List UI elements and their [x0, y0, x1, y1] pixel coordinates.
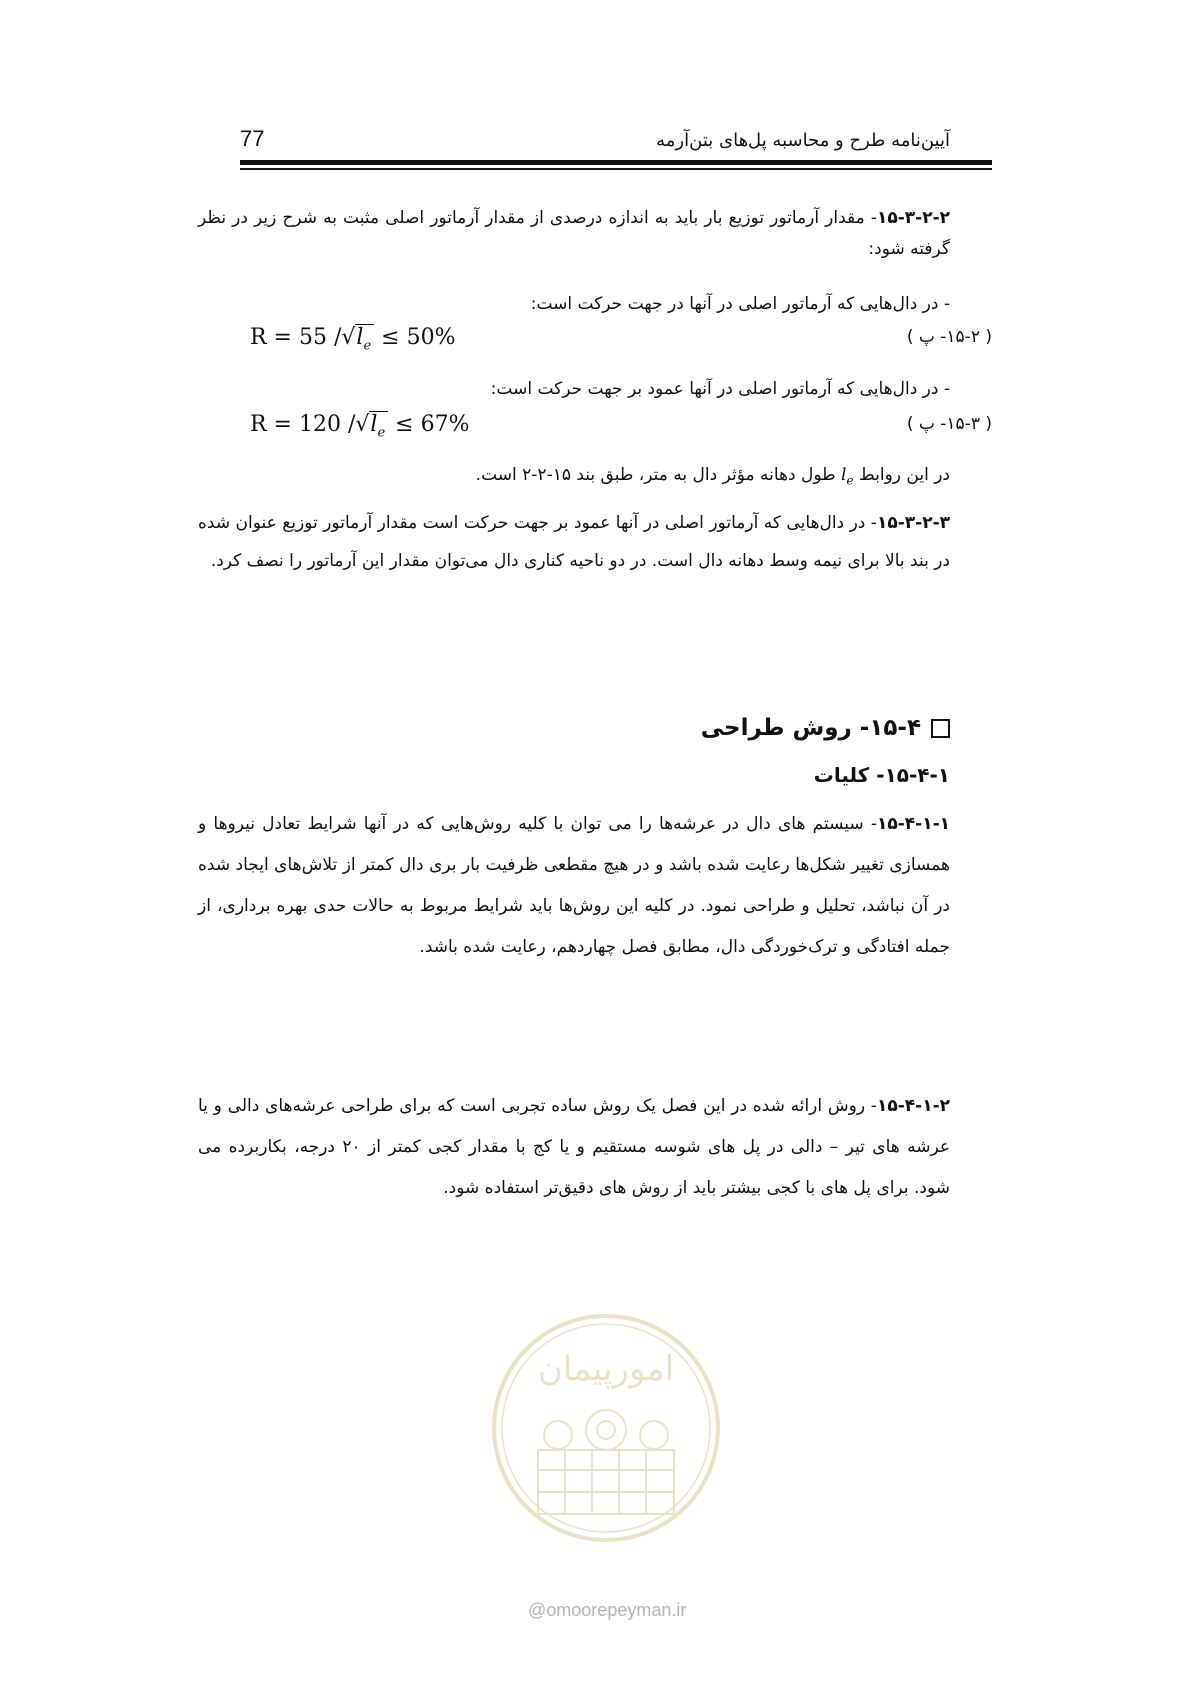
formula-2: [250, 412, 470, 440]
formula-1: [250, 325, 456, 353]
running-title: آیین‌نامه طرح و محاسبه پل‌های بتن‌آرمه: [656, 130, 950, 151]
paragraph-text: - روش ارائه شده در این فصل یک روش ساده تجربی است که برای طراحی عرشه‌های دالی و یا عرشه های تیر – دالی در پل های شوسه مستقیم و یا کج با مقدار کجی کمتر از ۲۰ درجه، بکاربرده می شود. برای پل های با کجی بیشتر باید از روش های دقیق‌تر استفاده شود.: [198, 1096, 950, 1198]
watermark-stamp: [488, 1310, 724, 1546]
relation-symbol: [841, 465, 854, 488]
stamp-text: امورپیمان: [537, 1349, 675, 1389]
formula-2-lhs: R = 120 /: [250, 412, 356, 437]
paragraph-number: ۱۵-۴-۱-۱: [876, 814, 950, 834]
paragraph-15-3-2-2: [198, 203, 950, 265]
case-2-label: - در دال‌هایی که آرماتور اصلی در آنها عمود بر جهت حرکت است:: [490, 379, 950, 399]
page-number: 77: [240, 126, 265, 151]
watermark-url: [528, 1600, 686, 1621]
formula-2-rhs: ≤ 67%: [395, 412, 470, 437]
paragraph-number: ۱۵-۴-۱-۲: [876, 1096, 950, 1116]
radicand-subscript: e: [377, 425, 386, 441]
paragraph-15-4-1-1: [198, 804, 950, 968]
sqrt-sign: √: [341, 325, 356, 350]
formula-1-radicand: [355, 324, 374, 354]
relation-note: [198, 460, 950, 496]
formula-2-radicand: [369, 411, 388, 441]
sqrt-sign: √: [355, 412, 370, 437]
relation-note-before: در این روابط: [859, 465, 950, 485]
paragraph-text: - مقدار آرماتور توزیع بار باید به اندازه درصدی از مقدار آرماتور اصلی مثبت به شرح زیر در نظر گرفته شود:: [198, 208, 950, 259]
paragraph-15-4-1-2: [198, 1086, 950, 1209]
equation-number-2: ( ۱۵-۳- پ ): [906, 414, 992, 434]
paragraph-text: - سیستم های دال در عرشه‌ها را می توان با کلیه روش‌هایی که در آنها شرایط تعادل نیروها و همسازی تغییر شکل‌ها رعایت شده باشد و در هیچ مقطعی ظرفیت بار بری دال کمتر از تلاش‌های ایجاد شده در آن نباشد، تحلیل و طراحی نمود. در کلیه این روش‌ها باید شرایط مربوط به حالات حدی بهره برداری، از جمله افتادگی و ترک‌خوردگی دال، مطابق فصل چهاردهم، رعایت شده باشد.: [198, 814, 950, 957]
radicand-subscript: e: [363, 338, 372, 354]
case-2-text: [198, 374, 950, 405]
paragraph-number: ۱۵-۳-۲-۲: [876, 208, 950, 228]
formula-1-lhs: R = 55 /: [250, 325, 342, 350]
square-bullet-icon: [931, 719, 950, 738]
radicand-symbol: l: [356, 325, 364, 350]
relation-symbol-subscript: e: [846, 473, 854, 488]
formula-row-2: [240, 410, 992, 444]
header-rule-thick: [240, 160, 992, 165]
paragraph-15-3-2-3: [198, 504, 950, 580]
section-heading-text: ۱۵-۴- روش طراحی: [700, 715, 921, 741]
formula-1-rhs: ≤ 50%: [381, 325, 456, 350]
relation-symbol-letter: l: [841, 465, 847, 485]
header-rule-thin: [240, 168, 992, 170]
section-heading-15-4: [701, 715, 950, 741]
radicand-symbol: l: [370, 412, 378, 437]
paragraph-number: ۱۵-۳-۲-۳: [876, 513, 950, 533]
paragraph-text: - در دال‌هایی که آرماتور اصلی در آنها عمود بر جهت حرکت است مقدار آرماتور توزیع عنوان شده در بند بالا برای نیمه وسط دهانه دال است. در دو ناحیه کناری دال می‌توان مقدار این آرماتور را نصف کرد.: [198, 513, 950, 571]
relation-note-after: طول دهانه مؤثر دال به متر، طبق بند ۱۵-۲-۲ است.: [475, 465, 836, 485]
equation-number-1: ( ۱۵-۲- پ ): [906, 327, 992, 347]
watermark-url-text: omoorepeyman.ir: [546, 1600, 687, 1620]
formula-row-1: [240, 323, 992, 357]
case-1-text: [198, 289, 950, 320]
case-1-label: - در دال‌هایی که آرماتور اصلی در آنها در جهت حرکت است:: [530, 294, 950, 314]
at-icon: @: [528, 1600, 547, 1620]
subsection-heading-15-4-1: ۱۵-۴-۱- کلیات: [813, 763, 950, 787]
